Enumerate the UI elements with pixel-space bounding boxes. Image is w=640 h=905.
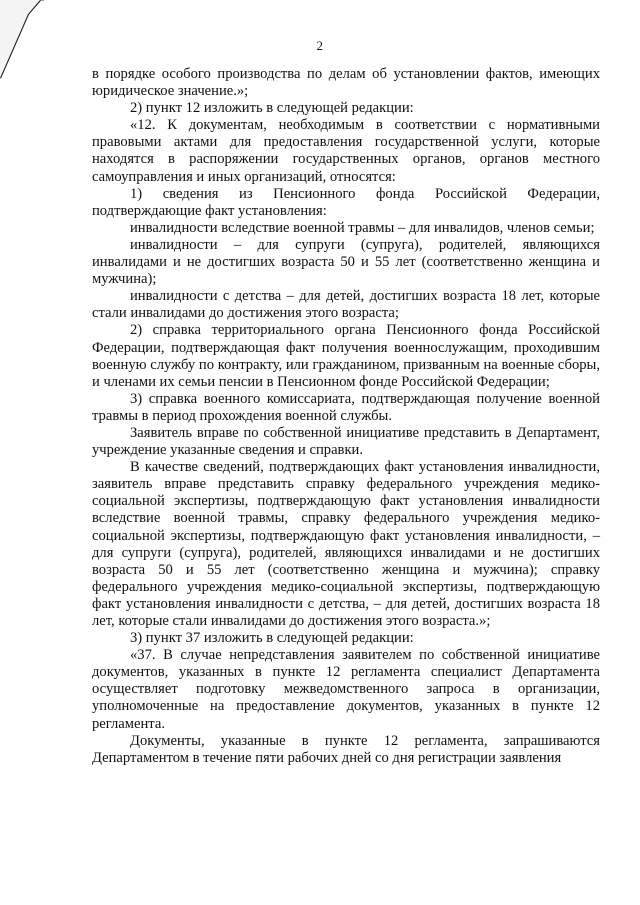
paragraph: Заявитель вправе по собственной инициативе представить в Департамент, учреждение указанные сведения и справки. bbox=[92, 424, 600, 459]
paragraph: В качестве сведений, подтверждающих факт установления инвалидности, заявитель вправе представить справку федерального учреждения медико-социальной экспертизы, подтверждающую факт установления инвалидности вследствие военной травмы, справку федерального учреждения медико-социальной экспертизы, подтверждающую факт установления инвалидности, – для супруги (супруга), родителей, являющихся инвалидами и не достигших возраста 50 и 55 лет (соответственно женщина и мужчина); справку федерального учреждения медико-социальной экспертизы, подтверждающую факт установления инвалидности с детства, – для детей, достигших возраста 18 лет, которые стали инвалидами до достижения этого возраста.»; bbox=[92, 459, 600, 629]
paragraph: в порядке особого производства по делам об установлении фактов, имеющих юридическое значение.»; bbox=[92, 66, 600, 100]
paragraph: «12. К документам, необходимым в соответствии с нормативными правовыми актами для предоставления государственной услуги, которые находятся в распоряжении государственных органов, органов местного самоуправления и иных организаций, относятся: bbox=[92, 117, 600, 185]
paragraph: 3) пункт 37 изложить в следующей редакции: bbox=[130, 630, 414, 647]
paragraph: инвалидности – для супруги (супруга), родителей, являющихся инвалидами и не достигших возраста 50 и 55 лет (соответственно женщина и мужчина); bbox=[92, 236, 600, 288]
paragraph: «37. В случае непредставления заявителем по собственной инициативе документов, указанных в пункте 12 регламента специалист Департамента осуществляет подготовку межведомственного запроса в организации, уполномоченные на предоставление документов, указанных в пункте 12 регламента. bbox=[92, 647, 600, 732]
paragraph: Документы, указанные в пункте 12 регламента, запрашиваются Департаментом в течение пяти рабочих дней со дня регистрации заявления bbox=[92, 732, 600, 766]
document-body bbox=[92, 66, 600, 767]
paragraph: 3) справка военного комиссариата, подтверждающая получение военной травмы в период прохождения военной службы. bbox=[92, 390, 600, 424]
paragraph: инвалидности вследствие военной травмы – для инвалидов, членов семьи; bbox=[130, 219, 595, 236]
paragraph: 2) справка территориального органа Пенсионного фонда Российской Федерации, подтверждающая факт получения военнослужащим, проходившим военную службу по контракту, или гражданином, призванным на военные сборы, и членами их семьи пенсии в Пенсионном фонде Российской Федерации; bbox=[92, 322, 600, 390]
paragraph: 2) пункт 12 изложить в следующей редакции: bbox=[130, 100, 414, 117]
page-number: 2 bbox=[316, 38, 324, 53]
paragraph: инвалидности с детства – для детей, достигших возраста 18 лет, которые стали инвалидами до достижения этого возраста; bbox=[92, 288, 600, 322]
paragraph: 1) сведения из Пенсионного фонда Российской Федерации, подтверждающие факт установления: bbox=[92, 185, 600, 219]
